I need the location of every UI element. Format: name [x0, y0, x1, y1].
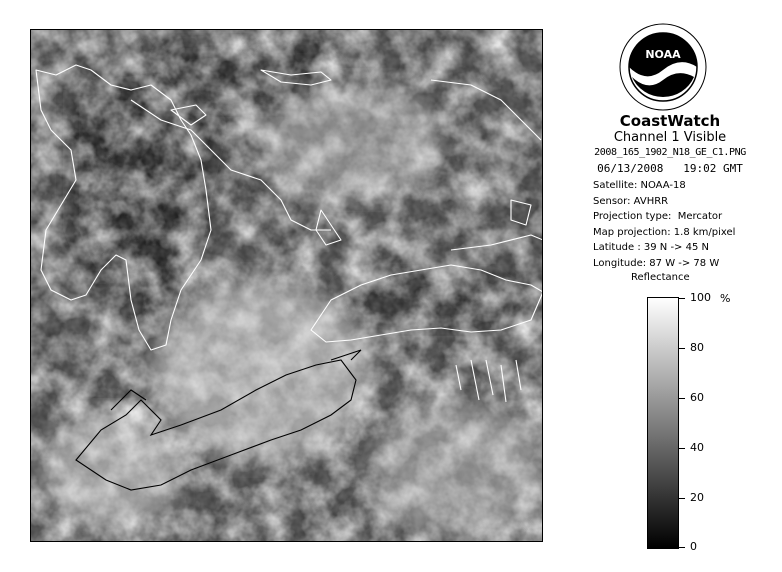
sensor-label: Sensor: AVHRR [593, 195, 669, 207]
satellite-map [30, 29, 543, 542]
colorbar-tick [679, 448, 685, 449]
logo-text: NOAA [645, 48, 681, 61]
projection-type-label: Projection type: Mercator [593, 211, 723, 222]
satellite-image [31, 30, 543, 542]
colorbar-label: 80 [690, 341, 704, 354]
legend-title: Reflectance [631, 272, 690, 283]
file-name: 2008_165_1902_N18_GE_C1.PNG [594, 147, 746, 158]
colorbar-tick [679, 398, 685, 399]
metadata-list [593, 178, 735, 271]
colorbar-tick [679, 498, 685, 499]
map-projection-label: Map projection: 1.8 km/pixel [593, 226, 736, 238]
noaa-seal-icon [618, 22, 708, 112]
colorbar-tick [679, 547, 685, 548]
colorbar-label: 60 [690, 391, 704, 404]
date-time: 06/13/2008 19:02 GMT [597, 162, 743, 175]
app-title: CoastWatch [619, 112, 721, 130]
latitude-label: Latitude : 39 N -> 45 N [593, 242, 709, 253]
colorbar-label: 20 [690, 491, 704, 504]
longitude-label: Longitude: 87 W -> 78 W [593, 257, 720, 269]
colorbar-label: 40 [690, 441, 704, 454]
colorbar-unit: % [720, 292, 731, 305]
channel-label: Channel 1 Visible [613, 130, 727, 145]
satellite-label: Satellite: NOAA-18 [593, 180, 686, 191]
cloud-texture [31, 30, 543, 542]
colorbar-tick [679, 348, 685, 349]
colorbar-tick [679, 298, 685, 299]
colorbar-label: 0 [690, 540, 697, 553]
colorbar-label: 100 [690, 291, 711, 304]
reflectance-colorbar [647, 297, 679, 549]
